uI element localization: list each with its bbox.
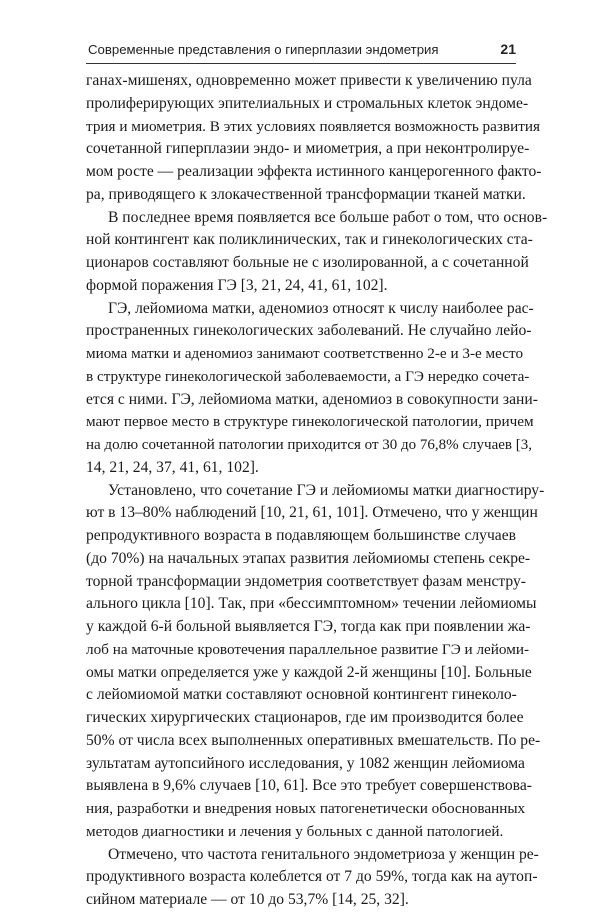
- text-line: ального цикла [10]. Так, при «бессимптомном» течении лейомиомы: [86, 595, 537, 613]
- page-number: 21: [500, 41, 516, 57]
- text-line: ния, разработки и внедрения новых патогенетически обоснованных: [86, 800, 526, 817]
- text-line: в структуре гинекологической заболеваемости, а ГЭ нередко сочета-: [86, 367, 530, 385]
- text-line: ют в 13–80% наблюдений [10, 21, 61, 101]. Отмечено, что у женщин: [86, 504, 538, 522]
- chapter-title: Современные представления о гиперплазии эндометрия: [88, 42, 439, 57]
- text-line: 14, 21, 24, 37, 41, 61, 102].: [86, 458, 259, 476]
- text-line: пространенных гинекологических заболеваний. Не случайно лейо-: [86, 322, 532, 340]
- paragraph: [86, 298, 538, 480]
- text-line: В последнее время появляется все больше работ о том, что основ-: [108, 208, 548, 226]
- text-line: ра, приводящего к злокачественной трансформации тканей матки.: [86, 185, 526, 203]
- text-line: продуктивного возраста колеблется от 7 до 59%, тогда как на аутоп-: [86, 868, 538, 886]
- paragraph: [86, 480, 545, 844]
- text-line: пролиферирующих эпителиальных и стромальных клеток эндоме-: [86, 94, 529, 112]
- text-line: методов диагностики и лечения у больных с данной патологией.: [86, 822, 504, 840]
- text-line: ционаров составляют больные не с изолированной, а с сочетанной: [86, 254, 529, 271]
- text-line: Установлено, что сочетание ГЭ и лейомиомы матки диагностиру-: [108, 481, 545, 499]
- text-line: торной трансформации эндометрия соответствует фазам менстру-: [86, 572, 526, 590]
- text-line: сийном материале — от 10 до 53,7% [14, 25, 32].: [86, 891, 409, 908]
- text-line: формой поражения ГЭ [3, 21, 24, 41, 61, 102].: [86, 276, 388, 294]
- text-line: с лейомиомой матки составляют основной контингент гинеколо-: [86, 686, 517, 704]
- text-line: зультатам аутопсийного исследования, у 1082 женщин лейомиома: [86, 754, 525, 772]
- paragraph: [86, 844, 539, 912]
- running-header: [86, 42, 516, 62]
- text-line: на долю сочетанной патологии приходится от 30 до 76,8% случаев [3,: [86, 437, 532, 453]
- paragraph: [86, 207, 548, 298]
- text-line: ГЭ, лейомиома матки, аденомиоз относят к числу наиболее рас-: [108, 299, 534, 317]
- text-line: омы матки определяется уже у каждой 2-й женщины [10]. Больные: [86, 663, 532, 681]
- text-line: ется с ними. ГЭ, лейомиома матки, аденомиоз в совокупности зани-: [86, 390, 538, 408]
- text-line: 50% от числа всех выполненных оперативных вмешательств. По ре-: [86, 731, 541, 749]
- text-line: мом росте — реализации эффекта истинного канцерогенного факто-: [86, 163, 542, 180]
- body-text: [86, 70, 548, 912]
- text-line: мают первое место в структуре гинекологической патологии, причем: [86, 413, 534, 431]
- text-line: ганах-мишенях, одновременно может привести к увеличению пула: [86, 72, 532, 89]
- text-line: трия и миометрия. В этих условиях появляется возможность развития: [86, 117, 540, 135]
- text-line: выявлена в 9,6% случаев [10, 61]. Все это требует совершенствова-: [86, 777, 532, 795]
- text-line: сочетанной гиперплазии эндо- и миометрия, а при неконтролируе-: [86, 140, 530, 158]
- text-line: миома матки и аденомиоз занимают соответственно 2-е и 3-е место: [86, 345, 524, 362]
- text-line: ной контингент как поликлинических, так и гинекологических ста-: [86, 231, 533, 249]
- text-line: гических хирургических стационаров, где им производится более: [86, 709, 524, 726]
- header-rule: [86, 63, 516, 64]
- paragraph: [86, 70, 542, 207]
- text-line: (до 70%) на начальных этапах развития лейомиомы степень секре-: [86, 549, 531, 567]
- text-line: у каждой 6-й больной выявляется ГЭ, тогда как при появлении жа-: [86, 618, 531, 635]
- text-line: репродуктивного возраста в подавляющем большинстве случаев: [86, 527, 516, 544]
- text-line: лоб на маточные кровотечения параллельное развитие ГЭ и лейоми-: [86, 640, 530, 658]
- text-line: Отмечено, что частота генитального эндометриоза у женщин ре-: [108, 845, 539, 863]
